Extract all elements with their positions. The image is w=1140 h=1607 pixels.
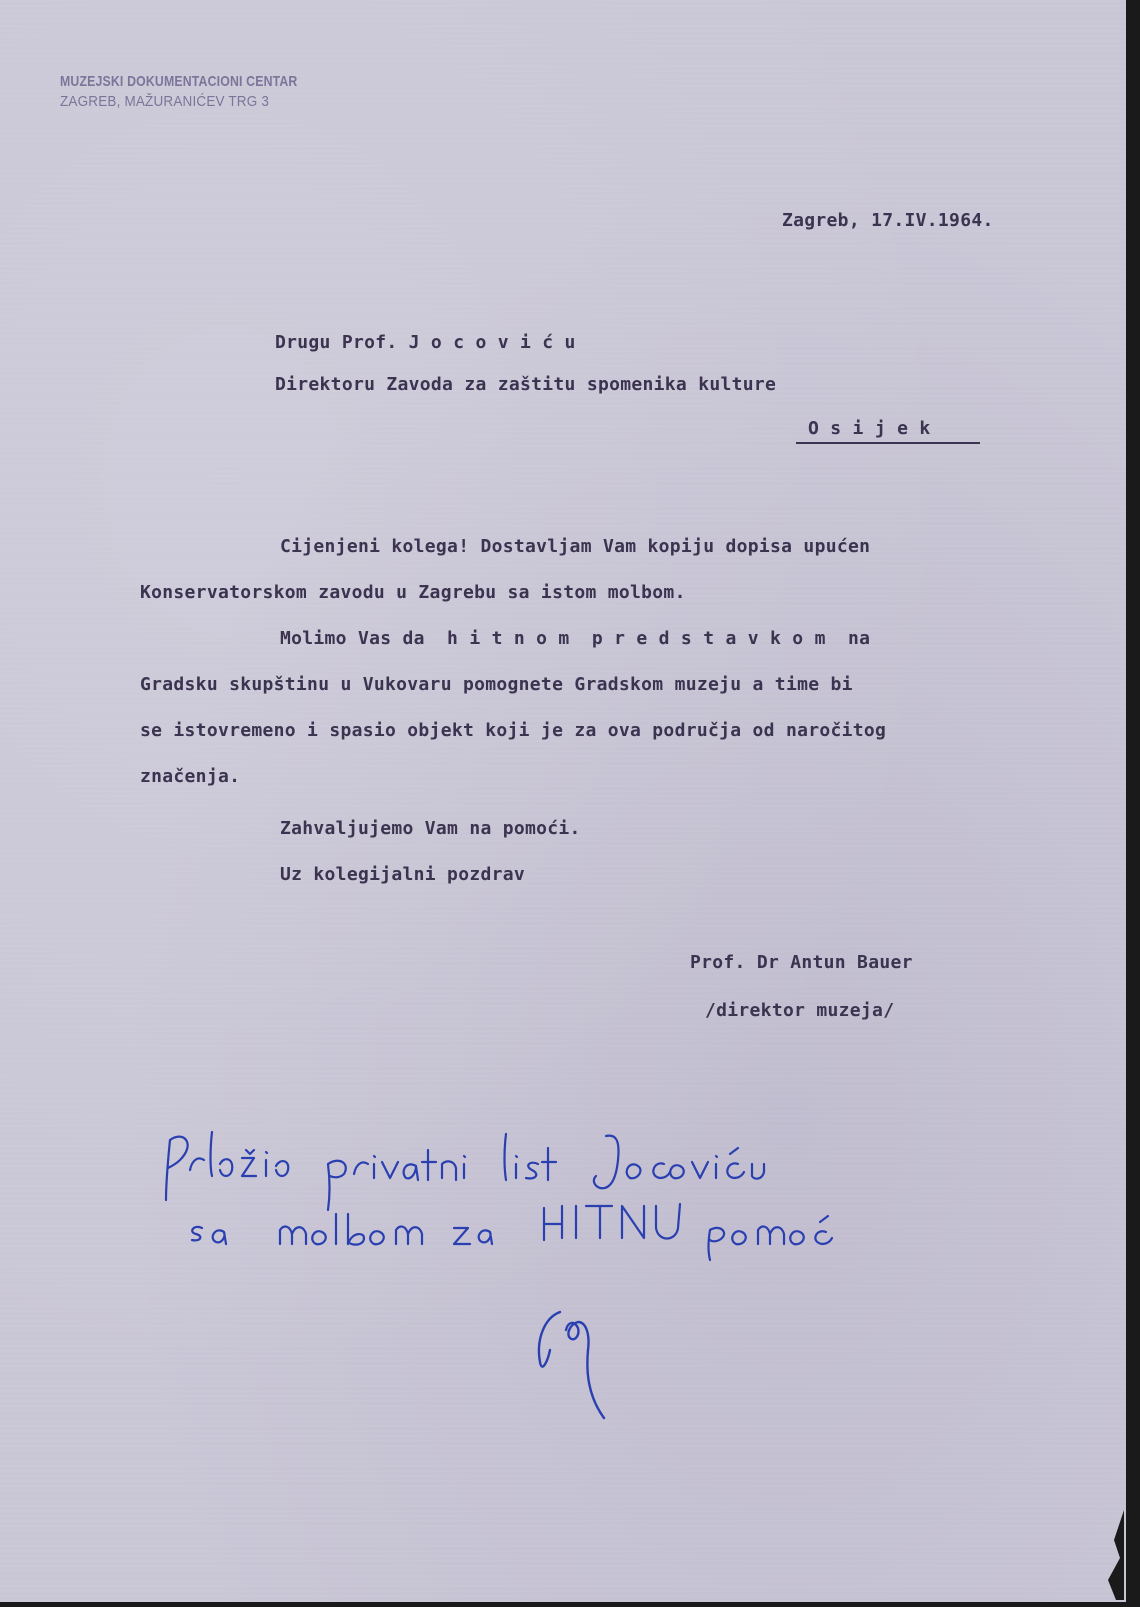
letter-date: Zagreb, 17.IV.1964. — [782, 210, 994, 231]
handwritten-initials — [530, 1300, 640, 1430]
stamp-line-1: MUZEJSKI DOKUMENTACIONI CENTAR — [60, 73, 298, 90]
body-line: Cijenjeni kolega! Dostavljam Vam kopiju dopisa upućen — [280, 536, 871, 557]
recipient-name: Drugu Prof. J o c o v i ć u — [275, 332, 576, 353]
greeting-line: Uz kolegijalni pozdrav — [280, 864, 526, 885]
body-line: značenja. — [140, 766, 241, 787]
body-line: Molimo Vas da h i t n o m p r e d s t a v k o m na — [280, 628, 871, 649]
institution-stamp — [60, 72, 350, 112]
signatory-title: /direktor muzeja/ — [705, 1000, 895, 1021]
page-corner-tear — [1094, 1510, 1124, 1600]
stamp-line-2: ZAGREB, MAŽURANIĆEV TRG 3 — [60, 93, 270, 110]
signatory-name: Prof. Dr Antun Bauer — [690, 952, 913, 973]
city-underline — [796, 442, 980, 444]
body-line: Gradsku skupštinu u Vukovaru pomognete Gradskom muzeju a time bi — [140, 674, 853, 695]
body-line: Konservatorskom zavodu u Zagrebu sa istom molbom. — [140, 582, 686, 603]
body-line: se istovremeno i spasio objekt koji je za ova područja od naročitog — [140, 720, 887, 741]
recipient-title: Direktoru Zavoda za zaštitu spomenika kulture — [275, 374, 777, 395]
recipient-city: O s i j e k — [808, 418, 931, 439]
thanks-line: Zahvaljujemo Vam na pomoći. — [280, 818, 581, 839]
